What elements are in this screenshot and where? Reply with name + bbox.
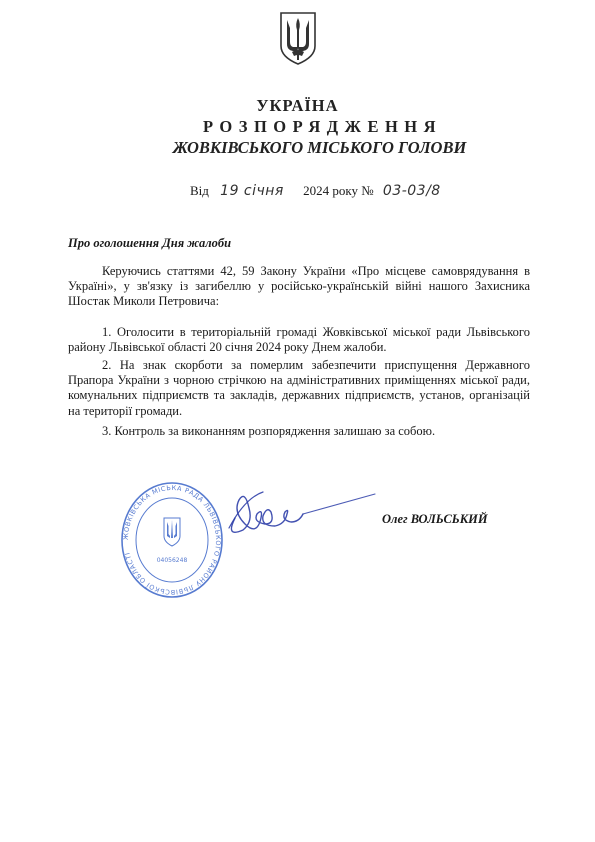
signer-name: Олег ВОЛЬСЬКИЙ xyxy=(382,512,488,526)
body-item-2: 2. На знак скорботи за померлим забезпечити приспущення Державного Прапора України з чорною стрічкою на адміністративних приміщеннях міської ради, комунальних підприємств та закладів, державних підприємств, установ, організацій на території громади. xyxy=(68,358,530,418)
handwritten-date: 19 січня xyxy=(220,183,284,199)
handwritten-signature xyxy=(205,478,380,553)
stamp-code: 04056248 xyxy=(156,557,188,564)
date-year: 2024 xyxy=(303,183,330,198)
document-subject: Про оголошення Дня жалоби xyxy=(68,236,232,250)
stamp-arc-text: ЖОВКІВСЬКА МІСЬКА РАДА ЛЬВІВСЬКОГО РАЙОНУ ЛЬВІВСЬКОЇ ОБЛАСТІ xyxy=(121,483,223,597)
date-year-suffix: року № xyxy=(332,183,374,198)
coat-of-arms-icon xyxy=(278,10,318,66)
date-line xyxy=(190,183,441,199)
body-item-1: 1. Оголосити в територіальній громаді Жовківської міської ради Львівського району Львівської області 20 січня 2024 року Днем жалоби. xyxy=(68,325,530,355)
body-preamble: Керуючись статтями 42, 59 Закону України «Про місцеве самоврядування в Україні», у зв'язку із загибеллю у російсько-українській війні нашого Захисника Шостак Миколи Петровича: xyxy=(68,264,530,309)
issuer-title: ЖОВКІВСЬКОГО МІСЬКОГО ГОЛОВИ xyxy=(172,138,467,157)
date-prefix: Від xyxy=(190,183,209,198)
handwritten-number: 03-03/8 xyxy=(382,183,441,199)
stamp-trident-icon xyxy=(164,518,180,546)
document-type-title: РОЗПОРЯДЖЕННЯ xyxy=(202,117,443,136)
country-title: УКРАЇНА xyxy=(256,96,339,115)
body-item-3: 3. Контроль за виконанням розпорядження залишаю за собою. xyxy=(102,424,436,438)
